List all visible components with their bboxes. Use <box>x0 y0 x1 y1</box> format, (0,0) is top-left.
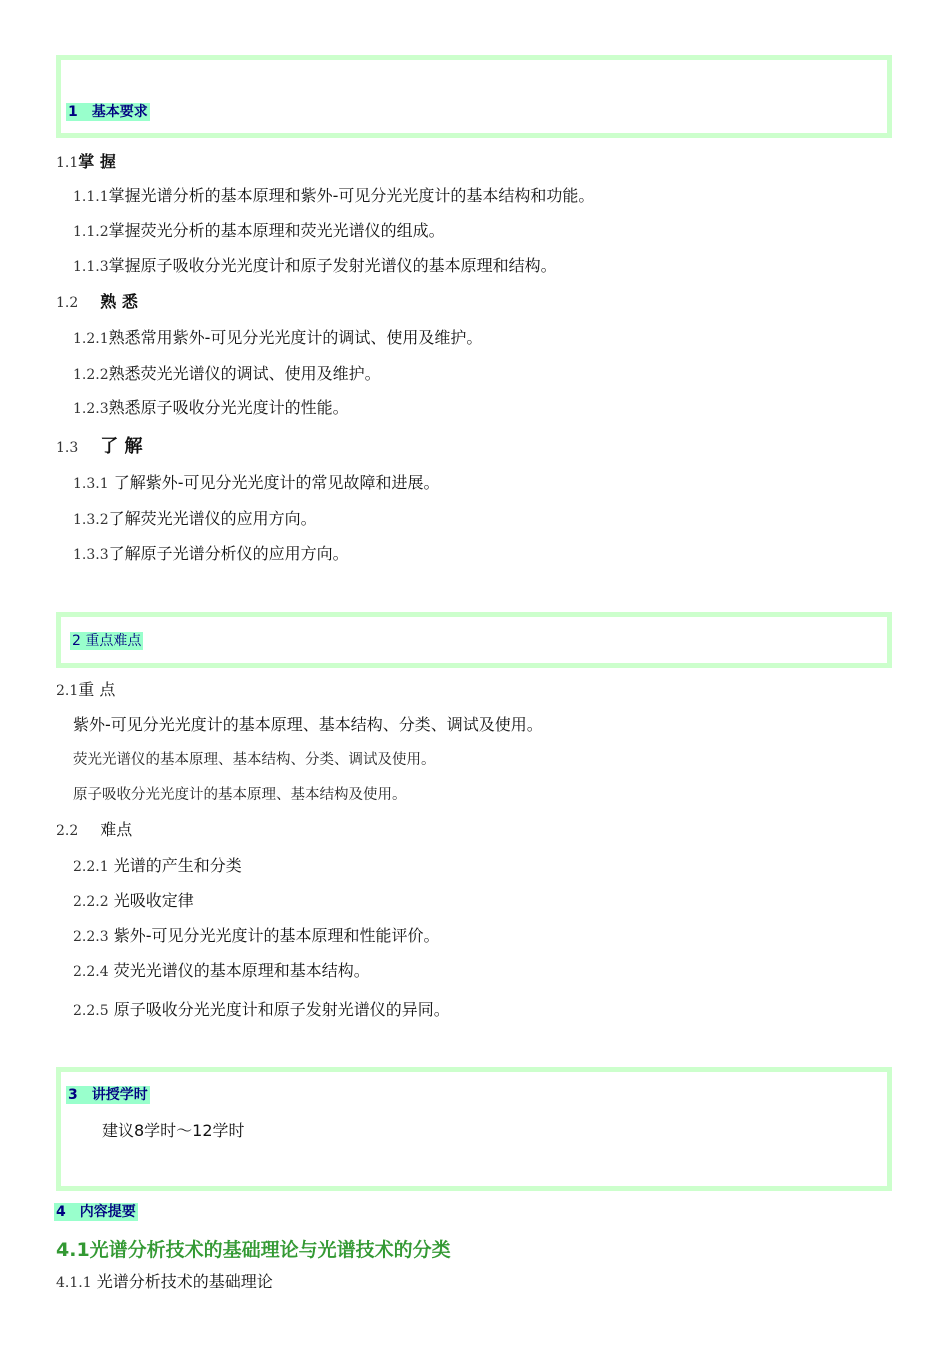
list-item: 4.1.1 光谱分析技术的基础理论 <box>56 1272 273 1291</box>
section-3-heading: 3 讲授学时 <box>68 1087 148 1103</box>
list-item: 2.2.1 光谱的产生和分类 <box>73 856 242 875</box>
key-point-line: 荧光光谱仪的基本原理、基本结构、分类、调试及使用。 <box>73 752 436 768</box>
list-item: 2.2.4 荧光光谱仪的基本原理和基本结构。 <box>73 961 370 980</box>
list-item: 1.3.2了解荧光光谱仪的应用方向。 <box>73 509 317 528</box>
section-4-1-title: 4.1光谱分析技术的基础理论与光谱技术的分类 <box>56 1239 451 1261</box>
key-points-heading: 2.1重 点 <box>56 680 116 699</box>
list-item: 2.2.2 光吸收定律 <box>73 891 194 910</box>
key-point-line: 紫外-可见分光光度计的基本原理、基本结构、分类、调试及使用。 <box>73 715 543 734</box>
list-item: 1.2.1熟悉常用紫外-可见分光光度计的调试、使用及维护。 <box>73 328 483 347</box>
familiar-heading: 1.2 熟 悉 <box>56 292 138 311</box>
section-2-box <box>56 612 892 668</box>
key-point-line: 原子吸收分光光度计的基本原理、基本结构及使用。 <box>73 787 407 803</box>
list-item: 2.2.5 原子吸收分光光度计和原子发射光谱仪的异同。 <box>73 1000 450 1019</box>
list-item: 1.1.3掌握原子吸收分光光度计和原子发射光谱仪的基本原理和结构。 <box>73 256 557 275</box>
list-item: 1.3.1 了解紫外-可见分光光度计的常见故障和进展。 <box>73 473 440 492</box>
section-1-heading: 1 基本要求 <box>68 104 148 120</box>
list-item: 1.2.3熟悉原子吸收分光光度计的性能。 <box>73 398 349 417</box>
list-item: 1.2.2熟悉荧光光谱仪的调试、使用及维护。 <box>73 364 381 383</box>
section-1-box <box>56 55 892 138</box>
list-item: 1.1.1掌握光谱分析的基本原理和紫外-可见分光光度计的基本结构和功能。 <box>73 186 595 205</box>
section-4-heading: 4 内容提要 <box>56 1204 136 1220</box>
list-item: 1.3.3了解原子光谱分析仪的应用方向。 <box>73 544 349 563</box>
understand-heading: 1.3 了 解 <box>56 436 143 457</box>
difficult-points-heading: 2.2 难点 <box>56 820 133 839</box>
list-item: 2.2.3 紫外-可见分光光度计的基本原理和性能评价。 <box>73 926 440 945</box>
list-item: 1.1.2掌握荧光分析的基本原理和荧光光谱仪的组成。 <box>73 221 445 240</box>
section-2-heading: 2 重点难点 <box>72 633 142 649</box>
teaching-hours: 建议8学时～12学时 <box>102 1121 245 1140</box>
master-heading: 1.1掌 握 <box>56 152 116 171</box>
